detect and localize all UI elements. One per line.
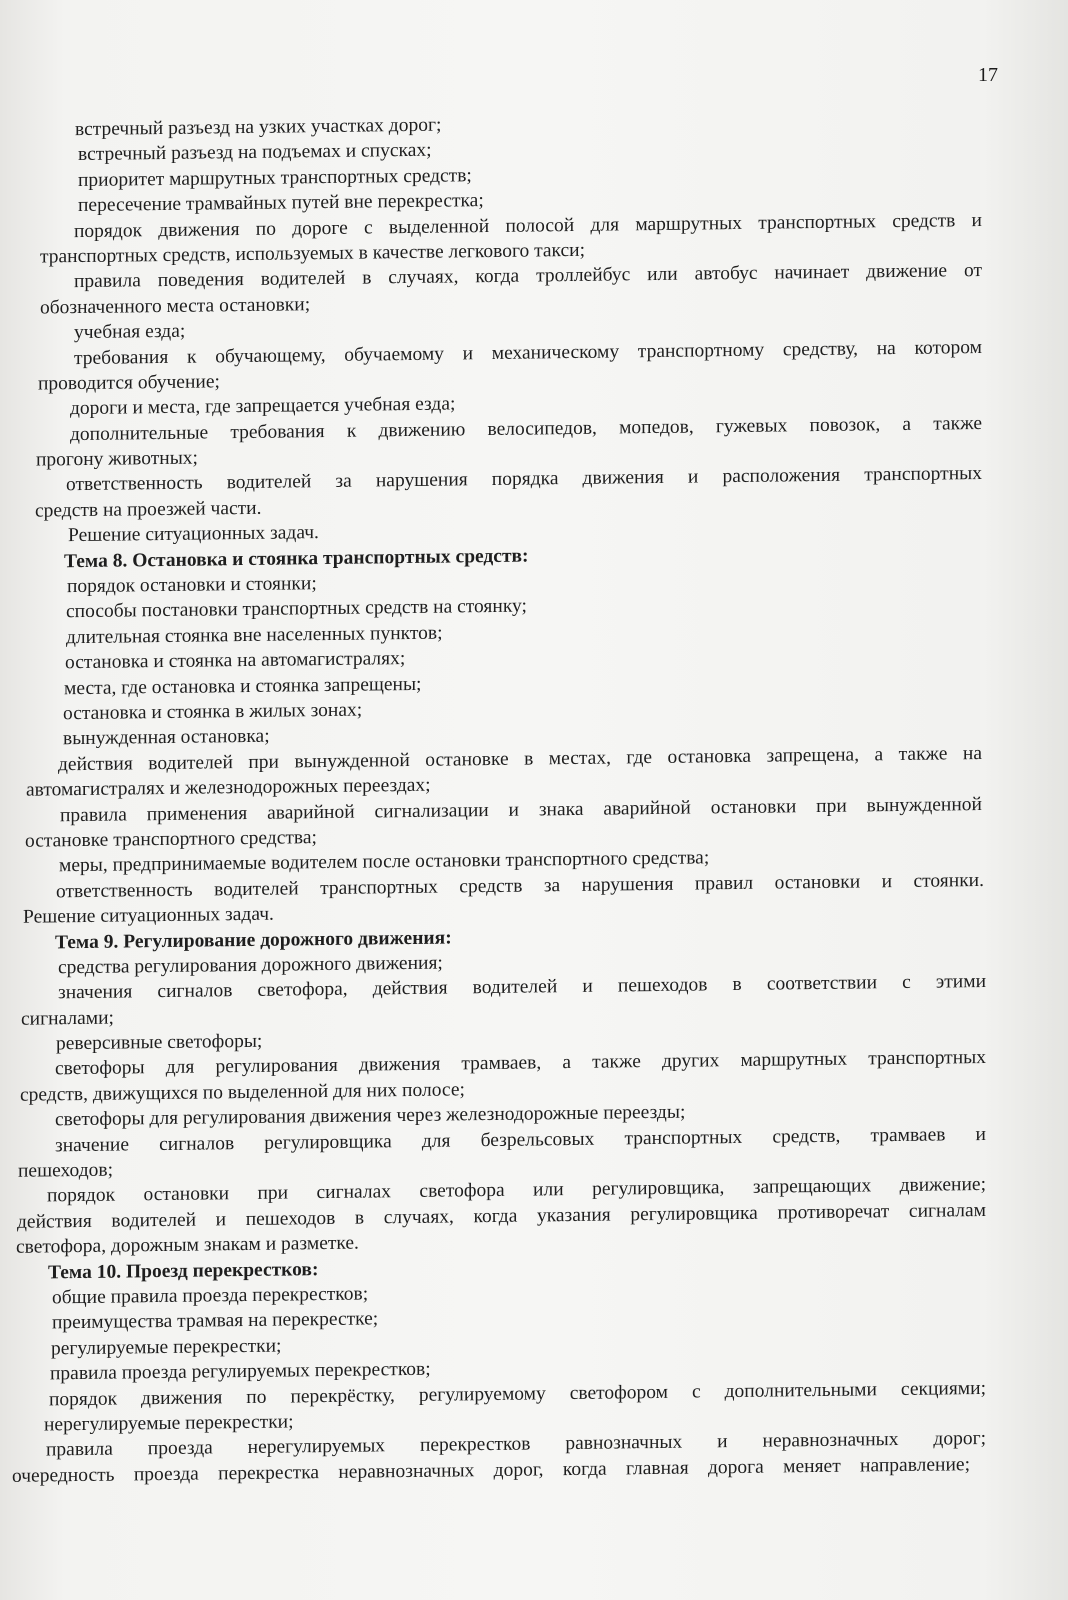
text-line: остановке транспортного средства; (25, 827, 317, 852)
text-line: проводится обучение; (38, 371, 220, 395)
text-line: средств на проезжей части. (35, 497, 262, 522)
text-line: реверсивные светофоры; (56, 1030, 263, 1055)
text-line: светофоры для регулирования движения через железнодорожные переезды; (55, 1101, 686, 1131)
text-line: вынужденная остановка; (63, 726, 270, 750)
text-line: порядок движения по дороге с выделенной полосой для маршрутных транспортных средств и (74, 209, 982, 242)
text-line: правила поведения водителей в случаях, когда троллейбус или автобус начинает движение от (74, 260, 982, 293)
text-line: светофора, дорожным знакам и разметке. (16, 1232, 359, 1258)
text-line: правила проезда нерегулируемых перекрестков равнозначных и неравнозначных дорог; (46, 1428, 986, 1461)
text-line: порядок остановки при сигналах светофора или регулировщика, запрещающих движение; (47, 1174, 986, 1207)
text-line: Решение ситуационных задач. (68, 522, 319, 547)
text-line: дороги и места, где запрещается учебная езда; (70, 393, 456, 420)
text-line: дополнительные требования к движению велосипедов, мопедов, гужевых повозок, а также (70, 412, 982, 445)
text-line: средства регулирования дорожного движения; (58, 952, 443, 979)
text-line: встречный разъезд на узких участках дорог; (75, 114, 442, 141)
text-line: транспортных средств, используемых в качестве легкового такси; (40, 239, 586, 268)
text-line: правила проезда регулируемых перекрестков; (50, 1358, 431, 1385)
text-line: способы постановки транспортных средств на стоянку; (66, 595, 527, 623)
text-line: пешеходов; (18, 1159, 113, 1182)
text-line: значения сигналов светофора, действия водителей и пешеходов в соответствии с этими (58, 971, 986, 1004)
text-line: приоритет маршрутных транспортных средств; (78, 165, 472, 191)
text-line: Решение ситуационных задач. (23, 903, 274, 928)
page-number: 17 (978, 64, 998, 86)
text-line: светофоры для регулирования движения трамваев, а также других маршрутных транспортных (55, 1047, 986, 1080)
text-line: места, где остановка и стоянка запрещены; (64, 673, 422, 699)
text-line: прогону животных; (36, 447, 198, 471)
text-line: длительная стоянка вне населенных пунктов; (66, 622, 443, 649)
text-line: очередность проезда перекрестка неравнозначных дорог, когда главная дорога меняет направление; (12, 1453, 970, 1487)
text-line: обозначенного места остановки; (40, 293, 311, 319)
text-line: нерегулируемые перекрестки; (44, 1411, 294, 1436)
text-line: ответственность водителей транспортных средств за нарушения правил остановки и стоянки. (56, 869, 984, 903)
text-line: пересечение трамвайных путей вне перекрестка; (78, 190, 484, 217)
text-line: порядок движения по перекрёстку, регулируемому светофором с дополнительными секциями; (49, 1377, 986, 1410)
section-heading: Тема 8. Остановка и стоянка транспортных средств: (64, 545, 529, 572)
text-line: общие правила проезда перекрестков; (52, 1283, 369, 1309)
text-line: значение сигналов регулировщика для безрельсовых транспортных средств, трамваев и (55, 1123, 986, 1156)
text-line: автомагистралях и железнодорожных переездах; (26, 774, 431, 801)
section-heading: Тема 9. Регулирование дорожного движения: (55, 926, 452, 953)
text-line: требования к обучающему, обучаемому и механическому транспортному средству, на котором (74, 336, 982, 369)
text-line: действия водителей и пешеходов в случаях, когда указания регулировщика противоречат сигналам (17, 1199, 986, 1233)
text-line: правила применения аварийной сигнализации и знака аварийной остановки при вынужденной (60, 793, 982, 826)
text-line: порядок остановки и стоянки; (67, 573, 317, 598)
text-line: действия водителей при вынужденной остановке в местах, где остановка запрещена, а также на (58, 742, 982, 776)
text-line: меры, предпринимаемые водителем после остановки транспортного средства; (59, 847, 710, 877)
text-line: остановка и стоянка в жилых зонах; (63, 699, 363, 725)
text-line: остановка и стоянка на автомагистралях; (65, 648, 406, 674)
text-line: сигналами; (21, 1007, 114, 1030)
text-line: учебная езда; (74, 320, 186, 344)
document-body (0, 105, 1068, 1489)
text-line: встречный разъезд на подъемах и спусках; (78, 140, 432, 166)
text-line: средств, движущихся по выделенной для них полосе; (20, 1079, 465, 1106)
text-line: регулируемые перекрестки; (51, 1335, 282, 1360)
text-line: преимущества трамвая на перекрестке; (52, 1308, 379, 1334)
text-line: ответственность водителей за нарушения порядка движения и расположения транспортных (66, 463, 982, 496)
section-heading: Тема 10. Проезд перекрестков: (48, 1258, 319, 1283)
